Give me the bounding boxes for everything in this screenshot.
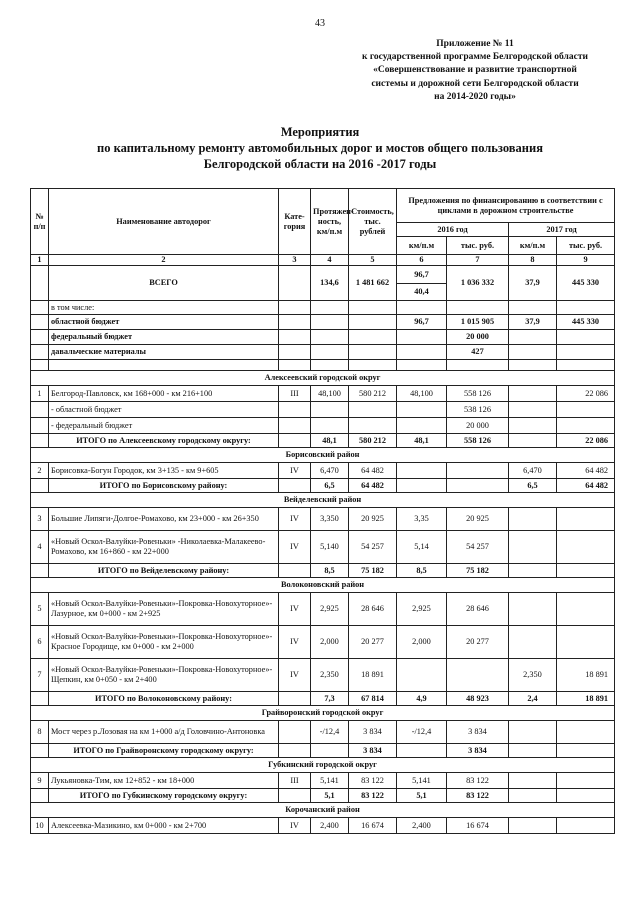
cell — [397, 360, 447, 371]
road-name: «Новый Оскол-Валуйки-Ровеньки»-Покровка-Новохуторное»-Лазурное, км 0+000 - км 2+925 — [49, 593, 279, 626]
km-2016 — [397, 418, 447, 434]
road-name: «Новый Оскол-Валуйки-Ровеньки»-Покровка-Новохуторное»-Щепкин, км 0+050 - км 2+400 — [49, 659, 279, 692]
section-title: Губкинский городской округ — [31, 758, 615, 773]
header-2016: 2016 год — [397, 223, 509, 237]
rub-2017 — [557, 418, 615, 434]
total-rub-2016: 1 036 332 — [447, 266, 509, 301]
subtotal-km-2016 — [397, 744, 447, 758]
subtotal-km-2017 — [509, 744, 557, 758]
total-cost: 1 481 662 — [349, 266, 397, 301]
road-category — [279, 721, 311, 744]
cell — [279, 330, 311, 345]
cell — [349, 330, 397, 345]
cell — [509, 345, 557, 360]
section-title: Алексеевский городской округ — [31, 371, 615, 386]
road-name: «Новый Оскол-Валуйки-Ровеньки» -Николаевка-Малакеево-Ромахово, км 16+860 - км 22+000 — [49, 531, 279, 564]
section-header-row — [31, 371, 615, 386]
road-category: IV — [279, 463, 311, 479]
regional-rub-2017: 445 330 — [557, 315, 615, 330]
cell — [349, 301, 397, 315]
road-category: IV — [279, 626, 311, 659]
subtotal-km-2017 — [509, 434, 557, 448]
rub-2016 — [447, 659, 509, 692]
km-2016: 3,35 — [397, 508, 447, 531]
regional-label: областной бюджет — [49, 315, 279, 330]
cell — [31, 434, 49, 448]
header-cost: Стоимость, тыс. рублей — [349, 189, 397, 255]
road-category: IV — [279, 508, 311, 531]
subtotal-row — [31, 564, 615, 578]
rub-2017 — [557, 593, 615, 626]
total-rub-2017: 445 330 — [557, 266, 615, 301]
road-name: - областной бюджет — [49, 402, 279, 418]
road-category: IV — [279, 818, 311, 834]
subtotal-km-2016: 8,5 — [397, 564, 447, 578]
cell — [31, 564, 49, 578]
federal-label: федеральный бюджет — [49, 330, 279, 345]
section-title: Корочанский район — [31, 803, 615, 818]
rub-2017: 18 891 — [557, 659, 615, 692]
table-row — [31, 402, 615, 418]
cell — [557, 301, 615, 315]
section-header-row — [31, 493, 615, 508]
subtotal-rub-2016: 75 182 — [447, 564, 509, 578]
km-2016: -/12,4 — [397, 721, 447, 744]
section-title: Вейделевский район — [31, 493, 615, 508]
cell — [31, 692, 49, 706]
subtotal-rub-2016: 83 122 — [447, 789, 509, 803]
total-km-2017: 37,9 — [509, 266, 557, 301]
road-length: 2,925 — [311, 593, 349, 626]
road-cost: 580 212 — [349, 386, 397, 402]
cell — [279, 789, 311, 803]
row-num: 8 — [31, 721, 49, 744]
subtotal-rub-2016: 558 126 — [447, 434, 509, 448]
road-length: -/12,4 — [311, 721, 349, 744]
cell — [349, 360, 397, 371]
subtotal-length: 8,5 — [311, 564, 349, 578]
cell — [447, 360, 509, 371]
row-num: 1 — [31, 386, 49, 402]
col-number: 6 — [397, 255, 447, 266]
km-2016: 5,14 — [397, 531, 447, 564]
cell — [397, 330, 447, 345]
cell — [279, 434, 311, 448]
rub-2017 — [557, 773, 615, 789]
road-category: III — [279, 773, 311, 789]
table-row — [31, 818, 615, 834]
road-cost: 18 891 — [349, 659, 397, 692]
cell — [31, 744, 49, 758]
road-category — [279, 402, 311, 418]
cell — [311, 301, 349, 315]
table-row — [31, 386, 615, 402]
road-name: Лукьяновка-Тим, км 12+852 - км 18+000 — [49, 773, 279, 789]
table-row — [31, 508, 615, 531]
road-length — [311, 402, 349, 418]
subtotal-km-2016: 48,1 — [397, 434, 447, 448]
subtotal-rub-2017: 64 482 — [557, 479, 615, 493]
rub-2017 — [557, 508, 615, 531]
subtotal-cost: 3 834 — [349, 744, 397, 758]
subtotal-length: 6,5 — [311, 479, 349, 493]
rub-2017 — [557, 626, 615, 659]
road-category: IV — [279, 531, 311, 564]
rub-2017 — [557, 818, 615, 834]
road-cost: 3 834 — [349, 721, 397, 744]
subtotal-label: ИТОГО по Грайворонскому городскому округу: — [49, 744, 279, 758]
rub-2016: 16 674 — [447, 818, 509, 834]
subtotal-label: ИТОГО по Губкинскому городскому округу: — [49, 789, 279, 803]
subtotal-km-2017 — [509, 789, 557, 803]
appendix-line: «Совершенствование и развитие транспортной — [373, 65, 577, 76]
subtotal-length: 48,1 — [311, 434, 349, 448]
section-header-row — [31, 578, 615, 593]
cell — [557, 360, 615, 371]
header-rub-2016: тыс. руб. — [447, 237, 509, 255]
rub-2016: 538 126 — [447, 402, 509, 418]
header-length: Протяжен-ность, км/п.м — [311, 189, 349, 255]
road-category: III — [279, 386, 311, 402]
appendix-line: системы и дорожной сети Белгородской области — [371, 78, 579, 89]
header-name: Наименование автодорог — [49, 189, 279, 255]
total-label: ВСЕГО — [49, 266, 279, 301]
road-cost: 28 646 — [349, 593, 397, 626]
subtotal-rub-2017 — [557, 564, 615, 578]
cell — [311, 345, 349, 360]
row-num: 3 — [31, 508, 49, 531]
row-num: 7 — [31, 659, 49, 692]
header-num: № п/п — [31, 189, 49, 255]
cell — [311, 360, 349, 371]
subtotal-rub-2016: 3 834 — [447, 744, 509, 758]
row-num: 6 — [31, 626, 49, 659]
km-2016 — [397, 659, 447, 692]
km-2016: 48,100 — [397, 386, 447, 402]
total-km-2016-b: 40,4 — [397, 284, 447, 301]
km-2016: 2,925 — [397, 593, 447, 626]
subtotal-rub-2016 — [447, 479, 509, 493]
section-header-row — [31, 803, 615, 818]
row-num: 9 — [31, 773, 49, 789]
road-category: IV — [279, 659, 311, 692]
cell — [279, 564, 311, 578]
col-number: 2 — [49, 255, 279, 266]
appendix-line: на 2014-2020 годы» — [434, 91, 516, 102]
col-number: 3 — [279, 255, 311, 266]
header-2017: 2017 год — [509, 223, 615, 237]
subtotal-row — [31, 434, 615, 448]
cell — [509, 360, 557, 371]
subtotal-row — [31, 789, 615, 803]
col-number: 4 — [311, 255, 349, 266]
cell — [31, 345, 49, 360]
table-row — [31, 626, 615, 659]
rub-2017: 64 482 — [557, 463, 615, 479]
row-num: 10 — [31, 818, 49, 834]
row-num — [31, 402, 49, 418]
regional-km-2016: 96,7 — [397, 315, 447, 330]
road-name: «Новый Оскол-Валуйки-Ровеньки»-Покровка-Новохуторное»-Красное Городище, км 0+000 - км 2+000 — [49, 626, 279, 659]
km-2017 — [509, 508, 557, 531]
rub-2016: 83 122 — [447, 773, 509, 789]
rub-2016: 20 000 — [447, 418, 509, 434]
road-length: 5,140 — [311, 531, 349, 564]
cell — [397, 301, 447, 315]
section-header-row — [31, 448, 615, 463]
rub-2016: 28 646 — [447, 593, 509, 626]
km-2017 — [509, 773, 557, 789]
subtotal-rub-2017 — [557, 789, 615, 803]
title-line: по капитальному ремонту автомобильных дорог и мостов общего пользования — [97, 141, 543, 155]
rub-2017: 22 086 — [557, 386, 615, 402]
road-length: 5,141 — [311, 773, 349, 789]
subtotal-rub-2017: 18 891 — [557, 692, 615, 706]
cell — [31, 315, 49, 330]
cell — [31, 479, 49, 493]
section-header-row — [31, 758, 615, 773]
rub-2016 — [447, 463, 509, 479]
appendix-block — [330, 38, 620, 104]
col-number: 5 — [349, 255, 397, 266]
row-num: 5 — [31, 593, 49, 626]
rub-2016: 20 925 — [447, 508, 509, 531]
page-number: 43 — [315, 18, 325, 29]
km-2017 — [509, 418, 557, 434]
appendix-line: к государственной программе Белгородской области — [361, 52, 588, 63]
appendix-line: Приложение № 11 — [436, 39, 514, 49]
subtotal-cost: 83 122 — [349, 789, 397, 803]
subtotal-length — [311, 744, 349, 758]
road-name: - федеральный бюджет — [49, 418, 279, 434]
cell — [31, 301, 49, 315]
km-2017 — [509, 818, 557, 834]
subtotal-row — [31, 692, 615, 706]
road-length — [311, 418, 349, 434]
materials-label: давальческие материалы — [49, 345, 279, 360]
road-length: 3,350 — [311, 508, 349, 531]
row-num — [31, 418, 49, 434]
km-2016: 2,400 — [397, 818, 447, 834]
rub-2017 — [557, 402, 615, 418]
subtotal-label: ИТОГО по Волоконовскому району: — [49, 692, 279, 706]
km-2017: 2,350 — [509, 659, 557, 692]
header-rub-2017: тыс. руб. — [557, 237, 615, 255]
header-proposals: Предложения по финансированию в соответствии с циклами в дорожном строительстве — [397, 189, 615, 223]
document-title — [0, 124, 640, 172]
road-length: 2,400 — [311, 818, 349, 834]
subtotal-label: ИТОГО по Вейделевскому району: — [49, 564, 279, 578]
title-line: Белгородской области на 2016 -2017 годы — [203, 157, 437, 171]
road-length: 6,470 — [311, 463, 349, 479]
subtotal-cost: 75 182 — [349, 564, 397, 578]
road-cost: 20 925 — [349, 508, 397, 531]
cell — [49, 360, 279, 371]
rub-2016: 3 834 — [447, 721, 509, 744]
rub-2016: 20 277 — [447, 626, 509, 659]
cell — [349, 315, 397, 330]
road-cost: 16 674 — [349, 818, 397, 834]
cell — [31, 330, 49, 345]
rub-2017 — [557, 721, 615, 744]
subtotal-km-2016: 5,1 — [397, 789, 447, 803]
subtotal-length: 5,1 — [311, 789, 349, 803]
header-km-2016: км/п.м — [397, 237, 447, 255]
rub-2016: 558 126 — [447, 386, 509, 402]
section-title: Борисовский район — [31, 448, 615, 463]
title-line: Мероприятия — [280, 125, 360, 139]
total-length: 134,6 — [311, 266, 349, 301]
subtotal-km-2017 — [509, 564, 557, 578]
col-number: 8 — [509, 255, 557, 266]
table-row — [31, 659, 615, 692]
table-row — [31, 531, 615, 564]
cell — [557, 345, 615, 360]
including-label: в том числе: — [49, 301, 279, 315]
federal-rub-2016: 20 000 — [447, 330, 509, 345]
cell — [279, 479, 311, 493]
cell — [279, 692, 311, 706]
cell — [509, 301, 557, 315]
subtotal-rub-2017 — [557, 744, 615, 758]
materials-rub-2016: 427 — [447, 345, 509, 360]
cell — [279, 315, 311, 330]
row-num: 2 — [31, 463, 49, 479]
km-2017 — [509, 593, 557, 626]
road-cost — [349, 418, 397, 434]
subtotal-label: ИТОГО по Алексеевскому городскому округу: — [49, 434, 279, 448]
subtotal-km-2017: 6,5 — [509, 479, 557, 493]
subtotal-row — [31, 744, 615, 758]
subtotal-label: ИТОГО по Борисовскому району: — [49, 479, 279, 493]
cell — [31, 789, 49, 803]
road-cost — [349, 402, 397, 418]
km-2017 — [509, 531, 557, 564]
road-name: Белгород-Павловск, км 168+000 - км 216+100 — [49, 386, 279, 402]
table-row — [31, 773, 615, 789]
subtotal-row — [31, 479, 615, 493]
cell — [349, 345, 397, 360]
cell — [279, 345, 311, 360]
cell — [397, 345, 447, 360]
subtotal-km-2016 — [397, 479, 447, 493]
cell — [279, 744, 311, 758]
km-2016 — [397, 463, 447, 479]
regional-rub-2016: 1 015 905 — [447, 315, 509, 330]
col-number: 9 — [557, 255, 615, 266]
road-cost: 64 482 — [349, 463, 397, 479]
subtotal-rub-2016: 48 923 — [447, 692, 509, 706]
km-2017 — [509, 386, 557, 402]
subtotal-length: 7,3 — [311, 692, 349, 706]
regional-km-2017: 37,9 — [509, 315, 557, 330]
rub-2016: 54 257 — [447, 531, 509, 564]
road-name: Алексеевка-Мазикино, км 0+000 - км 2+700 — [49, 818, 279, 834]
road-category: IV — [279, 593, 311, 626]
col-number: 7 — [447, 255, 509, 266]
table-row — [31, 463, 615, 479]
rub-2017 — [557, 531, 615, 564]
table-row — [31, 593, 615, 626]
km-2017: 6,470 — [509, 463, 557, 479]
total-cat — [279, 266, 311, 301]
km-2017 — [509, 721, 557, 744]
section-title: Волоконовский район — [31, 578, 615, 593]
km-2017 — [509, 402, 557, 418]
cell — [279, 301, 311, 315]
cell — [279, 360, 311, 371]
road-cost: 83 122 — [349, 773, 397, 789]
km-2016: 2,000 — [397, 626, 447, 659]
cell — [311, 330, 349, 345]
col-number: 1 — [31, 255, 49, 266]
road-length: 2,000 — [311, 626, 349, 659]
subtotal-rub-2017: 22 086 — [557, 434, 615, 448]
subtotal-cost: 67 814 — [349, 692, 397, 706]
header-category: Кате-гория — [279, 189, 311, 255]
table-row — [31, 418, 615, 434]
subtotal-km-2016: 4,9 — [397, 692, 447, 706]
km-2016: 5,141 — [397, 773, 447, 789]
road-length: 2,350 — [311, 659, 349, 692]
road-name: Мост через р.Лозовая на км 1+000 а/д Головчино-Антоновка — [49, 721, 279, 744]
cell — [447, 301, 509, 315]
km-2016 — [397, 402, 447, 418]
road-cost: 54 257 — [349, 531, 397, 564]
total-num — [31, 266, 49, 301]
subtotal-cost: 580 212 — [349, 434, 397, 448]
section-title: Грайворонский городской округ — [31, 706, 615, 721]
subtotal-cost: 64 482 — [349, 479, 397, 493]
row-num: 4 — [31, 531, 49, 564]
section-header-row — [31, 706, 615, 721]
cell — [509, 330, 557, 345]
cell — [31, 360, 49, 371]
cell — [311, 315, 349, 330]
subtotal-km-2017: 2,4 — [509, 692, 557, 706]
road-category — [279, 418, 311, 434]
km-2017 — [509, 626, 557, 659]
total-km-2016-a: 96,7 — [397, 266, 447, 284]
road-name: Борисовка-Богун Городок, км 3+135 - км 9+605 — [49, 463, 279, 479]
cell — [557, 330, 615, 345]
road-cost: 20 277 — [349, 626, 397, 659]
repair-table — [30, 188, 615, 834]
road-name: Большие Липяги-Долгое-Ромахово, км 23+000 - км 26+350 — [49, 508, 279, 531]
table-row — [31, 721, 615, 744]
header-km-2017: км/п.м — [509, 237, 557, 255]
road-length: 48,100 — [311, 386, 349, 402]
